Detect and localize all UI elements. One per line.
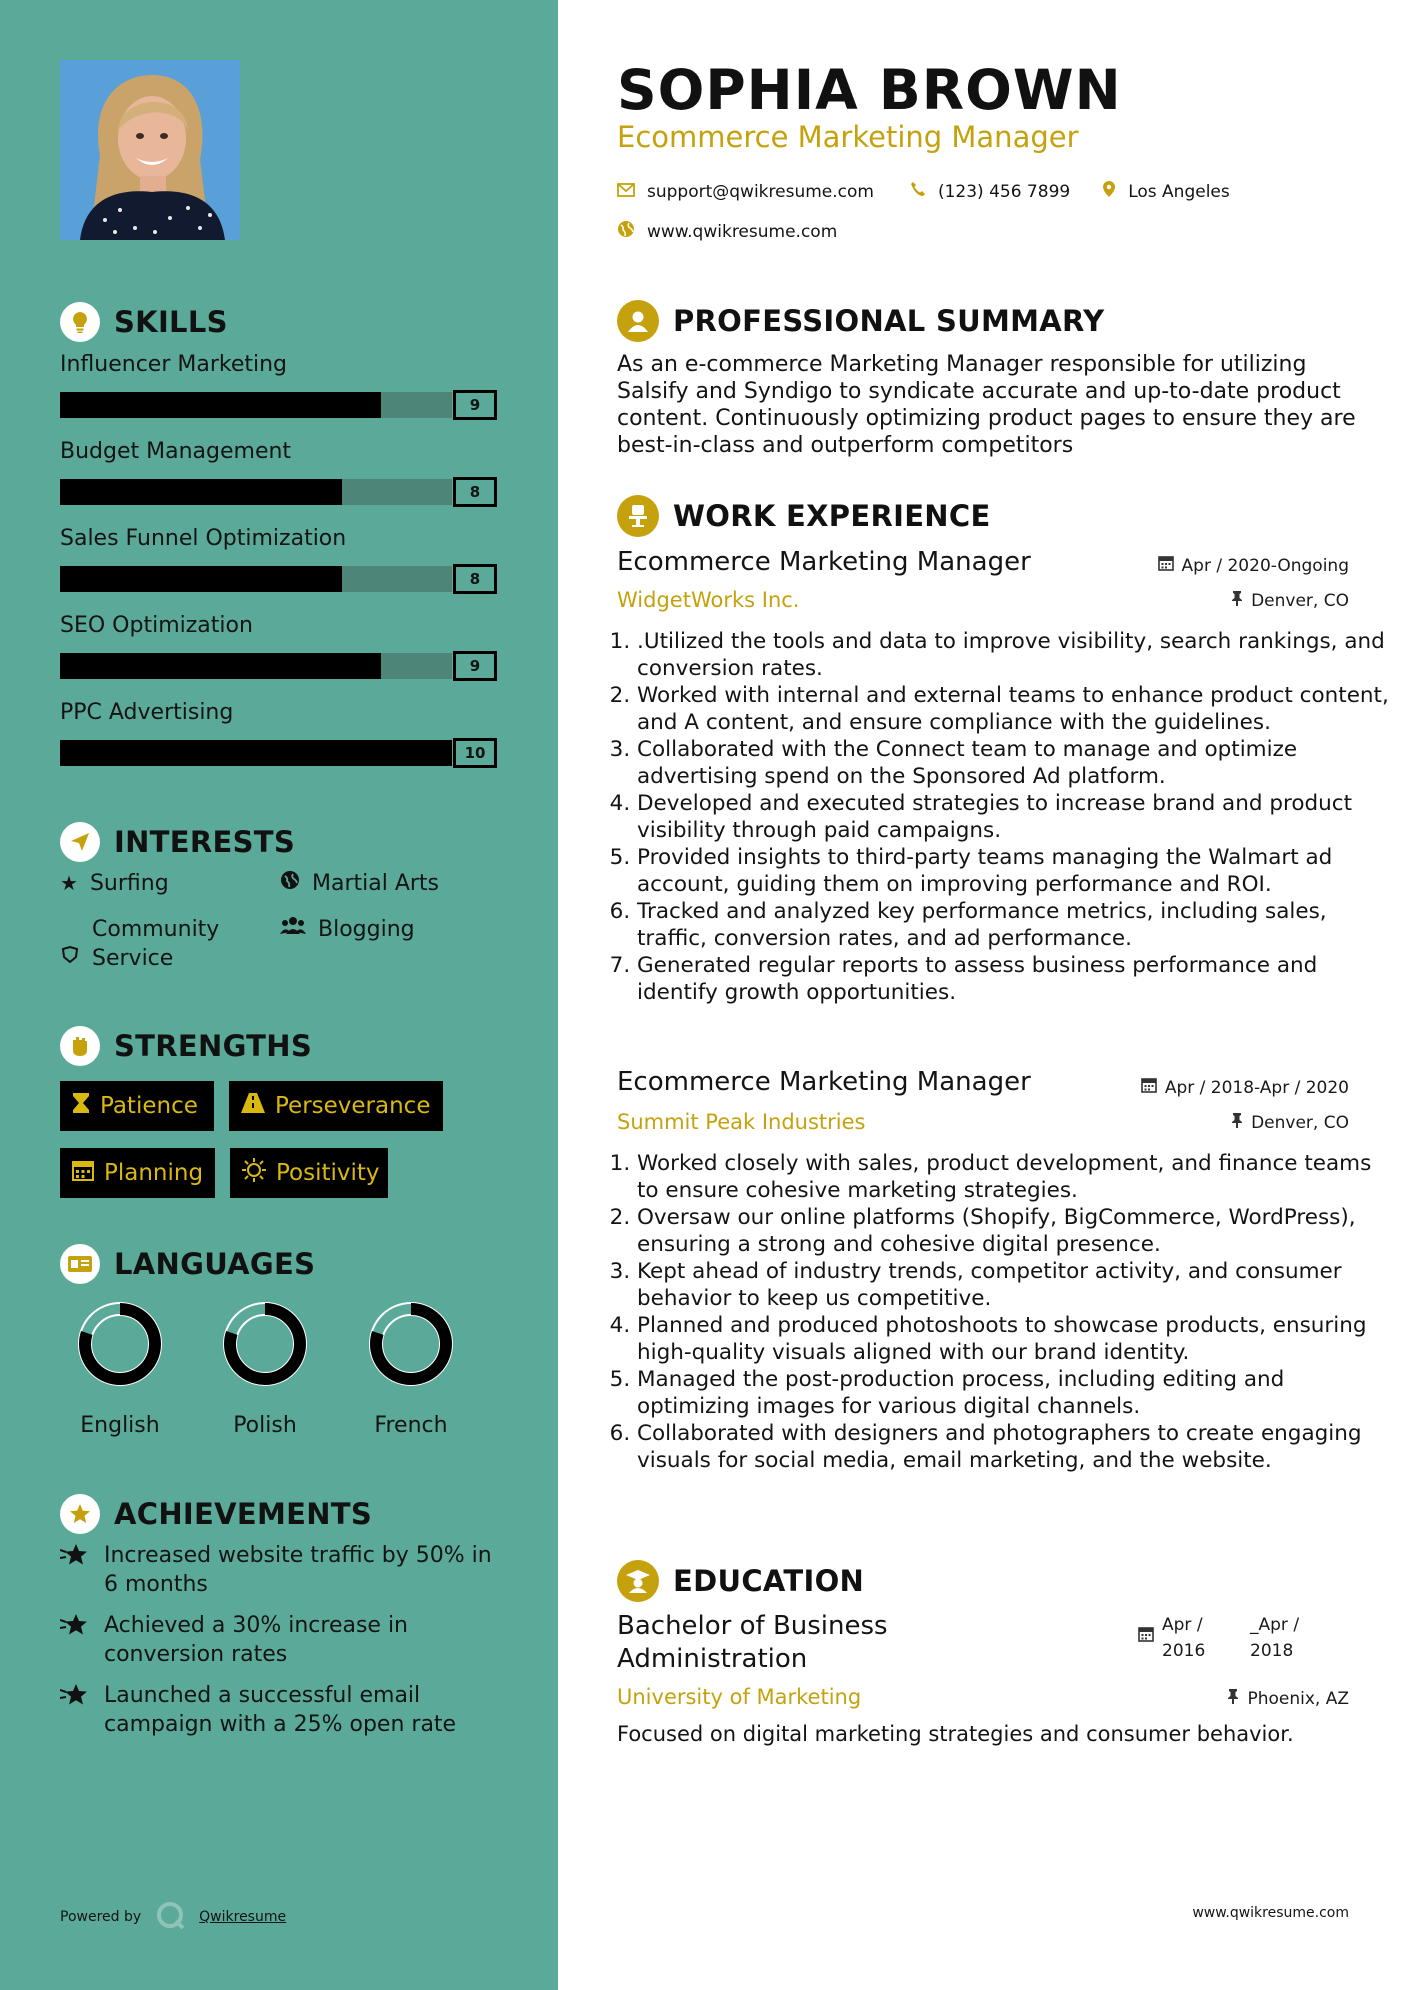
map-pin-icon <box>1102 180 1116 203</box>
qwikresume-link[interactable]: Qwikresume <box>199 1909 287 1925</box>
strength-badge: Planning <box>60 1148 215 1198</box>
pushpin-icon <box>1231 1112 1243 1133</box>
education-heading <box>617 1560 864 1602</box>
star-medal-icon <box>60 1542 92 1599</box>
interests-heading <box>60 822 295 862</box>
interest-item: Blogging <box>280 916 415 945</box>
skill-name: Influencer Marketing <box>60 352 288 377</box>
email-link[interactable]: support@qwikresume.com <box>647 181 874 202</box>
skill-bar-fill <box>60 392 381 418</box>
location-text: Los Angeles <box>1128 181 1230 202</box>
interest-item: Martial Arts <box>280 870 439 899</box>
achievement-item: Achieved a 30% increase in conversion rates <box>60 1612 500 1669</box>
footer-website[interactable]: www.qwikresume.com <box>1192 1905 1349 1921</box>
strengths-heading <box>60 1026 312 1066</box>
job-title: Ecommerce Marketing Manager <box>617 547 1031 577</box>
skill-score: 8 <box>453 564 497 594</box>
road-icon <box>241 1093 265 1119</box>
star-badge-icon <box>60 1494 100 1534</box>
duty-item: 5. Provided insights to third-party teams managing the Walmart ad account, guiding them on improving performance and ROI. <box>637 844 1397 898</box>
lightbulb-icon <box>60 302 100 342</box>
pushpin-icon <box>1231 590 1243 611</box>
skill-bar-fill <box>60 740 452 766</box>
hourglass-icon <box>72 1092 90 1120</box>
duty-item: 4. Planned and produced photoshoots to showcase products, ensuring high-quality visuals aligned with our brand identity. <box>637 1312 1397 1366</box>
duty-item: 3. Collaborated with the Connect team to manage and optimize advertising spend on the Sponsored Ad platform. <box>637 736 1397 790</box>
education-title: EDUCATION <box>673 1564 865 1598</box>
duty-item: 6. Collaborated with designers and photographers to create engaging visuals for social media, email marketing, and the website. <box>637 1420 1397 1474</box>
website-row <box>617 220 837 243</box>
calendar-icon <box>1141 1077 1157 1098</box>
duty-item: 6. Tracked and analyzed key performance metrics, including sales, traffic, conversion rates, and ad performance. <box>637 898 1397 952</box>
strength-badge: Perseverance <box>229 1081 443 1131</box>
shield-icon <box>60 916 80 973</box>
calendar-icon <box>1138 1626 1154 1647</box>
job-duties <box>617 628 1397 1006</box>
achievement-item: Launched a successful email campaign with a 25% open rate <box>60 1682 500 1739</box>
summary-title: PROFESSIONAL SUMMARY <box>673 304 1105 338</box>
language-name: English <box>80 1413 160 1438</box>
candidate-name: SOPHIA BROWN <box>617 58 1122 122</box>
language-name: Polish <box>233 1413 297 1438</box>
star-medal-icon <box>60 1612 92 1669</box>
user-icon <box>617 300 659 342</box>
qwikresume-logo-icon <box>155 1900 185 1934</box>
interest-item: Community Service <box>60 916 219 973</box>
language-name: French <box>374 1413 448 1438</box>
duty-item: 3. Kept ahead of industry trends, competitor activity, and consumer behavior to keep us competitive. <box>637 1258 1397 1312</box>
language-ring-inner <box>382 1315 440 1373</box>
skill-score: 9 <box>453 390 497 420</box>
pushpin-icon <box>1227 1688 1239 1709</box>
fist-icon <box>60 1026 100 1066</box>
podium-icon <box>617 495 659 537</box>
skill-name: Sales Funnel Optimization <box>60 526 347 551</box>
job-company: WidgetWorks Inc. <box>617 588 800 612</box>
language-ring-fill <box>85 1309 155 1379</box>
achievement-item: Increased website traffic by 50% in 6 months <box>60 1542 500 1599</box>
interests-title: INTERESTS <box>114 825 296 859</box>
skill-name: PPC Advertising <box>60 700 234 725</box>
main-content <box>558 0 1407 1990</box>
duty-item: 5. Managed the post-production process, including editing and optimizing images for various digital channels. <box>637 1366 1397 1420</box>
profile-photo <box>60 60 240 240</box>
education-description: Focused on digital marketing strategies and consumer behavior. <box>617 1722 1294 1746</box>
education-location: Phoenix, AZ <box>1227 1688 1349 1709</box>
skill-name: SEO Optimization <box>60 613 253 638</box>
skill-bar-fill <box>60 566 342 592</box>
strength-badge: Patience <box>60 1081 214 1131</box>
graduate-icon <box>617 1560 659 1602</box>
achievements-heading <box>60 1494 372 1534</box>
users-icon <box>280 916 306 945</box>
duty-item: 1. Worked closely with sales, product development, and finance teams to ensure cohesive marketing strategies. <box>637 1150 1397 1204</box>
contact-row <box>617 180 1230 203</box>
experience-heading <box>617 495 991 537</box>
experience-title: WORK EXPERIENCE <box>673 499 991 533</box>
powered-by: Powered by Qwikresume <box>60 1900 286 1934</box>
candidate-role: Ecommerce Marketing Manager <box>617 120 1079 154</box>
language-ring-inner <box>236 1315 294 1373</box>
skill-score: 8 <box>453 477 497 507</box>
job-dates: Apr / 2020-Ongoing <box>1158 555 1349 576</box>
job-company: Summit Peak Industries <box>617 1110 866 1134</box>
languages-heading <box>60 1244 315 1284</box>
education-dates: Apr / 2016 _Apr / 2018 <box>1138 1612 1299 1664</box>
envelope-icon <box>617 182 635 202</box>
summary-text: As an e-commerce Marketing Manager responsible for utilizing Salsify and Syndigo to syndicate accurate and up-to-date product content. Continuously optimizing product pages to ensure they are best-in-class and outperform competitors <box>617 352 1356 458</box>
summary-heading <box>617 300 1104 342</box>
globe-icon <box>617 220 635 243</box>
phone-number[interactable]: (123) 456 7899 <box>937 181 1071 202</box>
job-duties <box>617 1150 1397 1474</box>
globe-icon <box>280 870 300 899</box>
school-name: University of Marketing <box>617 1685 862 1709</box>
achievements-title: ACHIEVEMENTS <box>114 1497 373 1531</box>
sun-icon <box>242 1158 266 1188</box>
duty-item: 4. Developed and executed strategies to increase brand and product visibility through paid campaigns. <box>637 790 1397 844</box>
duty-item: 2. Worked with internal and external teams to enhance product content, and A content, and ensure compliance with the guidelines. <box>637 682 1397 736</box>
phone-icon <box>910 181 926 202</box>
calendar-icon <box>72 1159 94 1187</box>
language-ring-inner <box>91 1315 149 1373</box>
paper-plane-icon <box>60 822 100 862</box>
job-location: Denver, CO <box>1231 590 1349 611</box>
strength-badge: Positivity <box>230 1148 388 1198</box>
skill-score: 9 <box>453 651 497 681</box>
skill-name: Budget Management <box>60 439 292 464</box>
duty-item: 1. .Utilized the tools and data to improve visibility, search rankings, and conversion rates. <box>637 628 1397 682</box>
degree-title: Bachelor of Business Administration <box>617 1611 888 1674</box>
job-dates: Apr / 2018-Apr / 2020 <box>1141 1077 1349 1098</box>
skills-heading <box>60 302 228 342</box>
languages-title: LANGUAGES <box>114 1247 316 1281</box>
strengths-title: STRENGTHS <box>114 1029 313 1063</box>
duty-item: 2. Oversaw our online platforms (Shopify, BigCommerce, WordPress), ensuring a strong and cohesive digital presence. <box>637 1204 1397 1258</box>
skill-bar-fill <box>60 479 342 505</box>
calendar-icon <box>1158 555 1174 576</box>
skills-title: SKILLS <box>114 305 228 339</box>
language-rings <box>60 1296 460 1396</box>
language-ring-fill <box>376 1309 446 1379</box>
language-ring-fill <box>230 1309 300 1379</box>
star-icon: ★ <box>60 871 78 895</box>
website-link[interactable]: www.qwikresume.com <box>647 221 838 242</box>
job-title: Ecommerce Marketing Manager <box>617 1067 1031 1097</box>
skill-score: 10 <box>453 738 497 768</box>
duty-item: 7. Generated regular reports to assess business performance and identify growth opportunities. <box>637 952 1397 1006</box>
interest-item: ★ Surfing <box>60 871 169 896</box>
job-location: Denver, CO <box>1231 1112 1349 1133</box>
star-medal-icon <box>60 1682 92 1739</box>
language-card-icon <box>60 1244 100 1284</box>
skill-bar-fill <box>60 653 381 679</box>
sidebar <box>0 0 558 1990</box>
